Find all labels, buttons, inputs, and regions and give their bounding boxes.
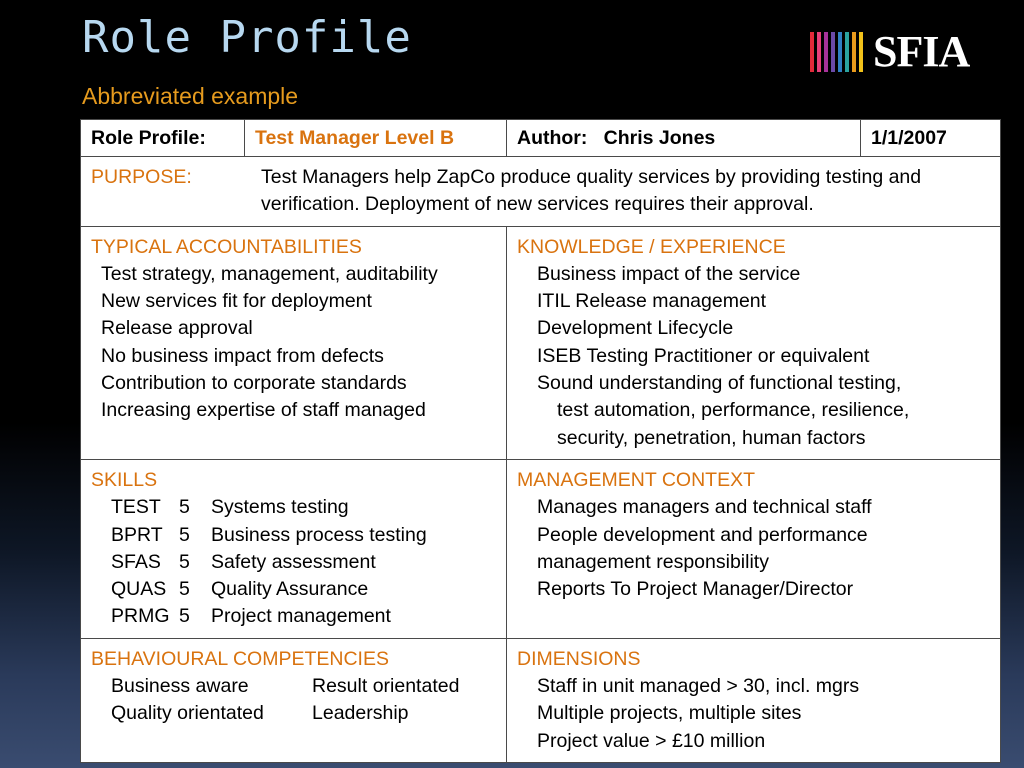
skill-row [91, 576, 496, 603]
logo-bar [859, 32, 863, 72]
knowledge-item-continuation: test automation, performance, resilience, [557, 399, 910, 422]
skill-name: Quality Assurance [211, 578, 369, 601]
competency-item: Result orientated [312, 675, 460, 698]
skill-row [91, 603, 496, 630]
accountabilities-knowledge-row [81, 226, 1001, 459]
dimensions-list [517, 673, 990, 755]
management-context-item: Manages managers and technical staff [537, 496, 872, 519]
knowledge-item: Business impact of the service [537, 262, 801, 285]
management-context-cell [507, 459, 1001, 638]
competency-row [91, 700, 496, 727]
dimensions-cell [507, 638, 1001, 762]
accountability-item: Release approval [101, 317, 253, 340]
logo-bar [852, 32, 856, 72]
accountabilities-heading: TYPICAL ACCOUNTABILITIES [91, 235, 362, 258]
purpose-text: Test Managers help ZapCo produce quality services by providing testing and verification. Deployment of new services requires their approval. [261, 166, 922, 216]
dimension-item: Multiple projects, multiple sites [537, 702, 802, 725]
knowledge-item: Sound understanding of functional testing, [537, 372, 902, 395]
behavioural-dimensions-row [81, 638, 1001, 762]
skills-list [91, 494, 496, 630]
accountability-item: Test strategy, management, auditability [101, 262, 438, 285]
skill-level: 5 [179, 496, 190, 519]
dimension-item: Project value > £10 million [537, 729, 766, 752]
purpose-label: PURPOSE: [91, 166, 192, 188]
behavioural-list [91, 673, 496, 728]
management-context-list [517, 494, 990, 603]
dimensions-heading: DIMENSIONS [517, 647, 641, 670]
purpose-row [81, 157, 1001, 227]
competency-row [91, 673, 496, 700]
skill-level: 5 [179, 605, 190, 628]
sfia-logo [810, 28, 969, 76]
management-context-item: Reports To Project Manager/Director [537, 578, 854, 601]
slide-title: Role Profile [82, 12, 412, 63]
logo-bar [845, 32, 849, 72]
skill-code: PRMG [111, 605, 170, 628]
knowledge-heading: KNOWLEDGE / EXPERIENCE [517, 235, 786, 258]
role-profile-table [80, 119, 1001, 763]
logo-bar [831, 32, 835, 72]
management-context-heading: MANAGEMENT CONTEXT [517, 468, 755, 491]
competency-item: Quality orientated [111, 702, 264, 725]
purpose-cell [81, 157, 1001, 227]
skill-row [91, 494, 496, 521]
skill-name: Project management [211, 605, 391, 628]
skill-row [91, 549, 496, 576]
skill-code: SFAS [111, 550, 161, 573]
competency-item: Business aware [111, 675, 249, 698]
logo-wordmark: SFIA [873, 27, 970, 76]
competency-item: Leadership [312, 702, 409, 725]
slide-subtitle: Abbreviated example [82, 83, 299, 109]
knowledge-list [517, 261, 990, 452]
behavioural-cell [81, 638, 507, 762]
skill-level: 5 [179, 550, 190, 573]
skill-name: Business process testing [211, 523, 427, 546]
logo-bar [838, 32, 842, 72]
skill-row [91, 522, 496, 549]
knowledge-item-continuation: security, penetration, human factors [557, 426, 866, 449]
knowledge-item: ITIL Release management [537, 290, 767, 313]
accountabilities-cell [81, 226, 507, 459]
skill-code: BPRT [111, 523, 163, 546]
date-cell: 1/1/2007 [861, 120, 1001, 157]
skills-management-row [81, 459, 1001, 638]
behavioural-heading: BEHAVIOURAL COMPETENCIES [91, 647, 389, 670]
knowledge-item: ISEB Testing Practitioner or equivalent [537, 344, 870, 367]
management-context-item: People development and performance [537, 523, 868, 546]
knowledge-cell [507, 226, 1001, 459]
knowledge-item: Development Lifecycle [537, 317, 734, 340]
accountability-item: No business impact from defects [101, 344, 384, 367]
skill-name: Systems testing [211, 496, 349, 519]
author-cell: Author: Chris Jones [507, 120, 861, 157]
logo-bar [824, 32, 828, 72]
skill-name: Safety assessment [211, 550, 376, 573]
skill-code: QUAS [111, 578, 167, 601]
management-context-item: management responsibility [537, 550, 769, 573]
accountabilities-list [91, 261, 496, 425]
header-row [81, 120, 1001, 157]
role-label-cell: Role Profile: [81, 120, 245, 157]
skills-heading: SKILLS [91, 468, 158, 491]
logo-bars [810, 32, 863, 72]
skill-level: 5 [179, 578, 190, 601]
accountability-item: Contribution to corporate standards [101, 372, 407, 395]
logo-bar [817, 32, 821, 72]
skill-level: 5 [179, 523, 190, 546]
accountability-item: New services fit for deployment [101, 290, 372, 313]
role-value-cell: Test Manager Level B [245, 120, 507, 157]
accountability-item: Increasing expertise of staff managed [101, 399, 426, 422]
dimension-item: Staff in unit managed > 30, incl. mgrs [537, 675, 860, 698]
logo-bar [810, 32, 814, 72]
skills-cell [81, 459, 507, 638]
skill-code: TEST [111, 496, 161, 519]
